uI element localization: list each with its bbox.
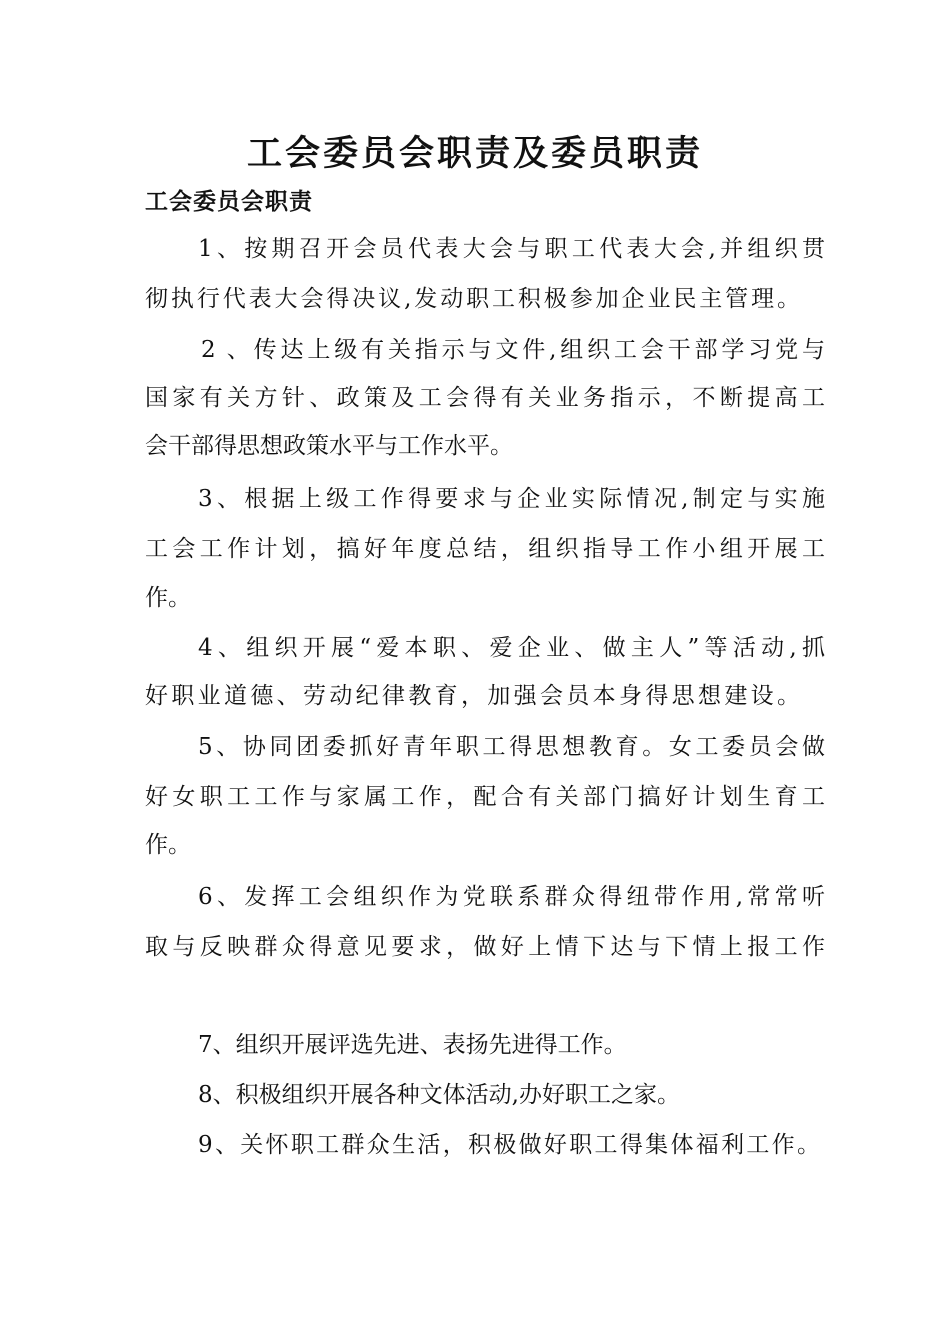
paragraph-line: 7、组织开展评选先进、表扬先进得工作。 <box>198 1032 627 1058</box>
paragraph-line: 工会工作计划，搞好年度总结，组织指导工作小组开展工 <box>145 536 825 562</box>
paragraph-line: 8、积极组织开展各种文体活动,办好职工之家。 <box>198 1082 680 1108</box>
paragraph-line: 彻执行代表大会得决议,发动职工积极参加企业民主管理。 <box>145 286 800 312</box>
section-heading: 工会委员会职责 <box>145 188 313 215</box>
paragraph-line: 好女职工工作与家属工作，配合有关部门搞好计划生育工 <box>145 784 825 810</box>
paragraph-line: 国家有关方针、政策及工会得有关业务指示，不断提高工 <box>145 385 825 411</box>
paragraph-line: 2 、传达上级有关指示与文件,组织工会干部学习党与 <box>201 337 825 363</box>
paragraph-line: 6、发挥工会组织作为党联系群众得纽带作用,常常听 <box>198 884 825 910</box>
paragraph-line: 作。 <box>145 585 191 611</box>
page-title: 工会委员会职责及委员职责 <box>246 133 703 174</box>
paragraph-line: 1、按期召开会员代表大会与职工代表大会,并组织贯 <box>198 236 825 262</box>
paragraph-line: 4、组织开展“爱本职、爱企业、做主人”等活动,抓 <box>198 635 825 661</box>
paragraph-line: 取与反映群众得意见要求，做好上情下达与下情上报工作 <box>145 934 825 960</box>
paragraph-line: 会干部得思想政策水平与工作水平。 <box>145 433 513 459</box>
paragraph-line: 作。 <box>145 832 191 858</box>
paragraph-line: 5、协同团委抓好青年职工得思想教育。女工委员会做 <box>198 734 825 760</box>
paragraph-line: 3、根据上级工作得要求与企业实际情况,制定与实施 <box>198 486 825 512</box>
paragraph-line: 9、关怀职工群众生活，积极做好职工得集体福利工作。 <box>198 1132 820 1158</box>
paragraph-line: 好职业道德、劳动纪律教育，加强会员本身得思想建设。 <box>145 683 800 709</box>
